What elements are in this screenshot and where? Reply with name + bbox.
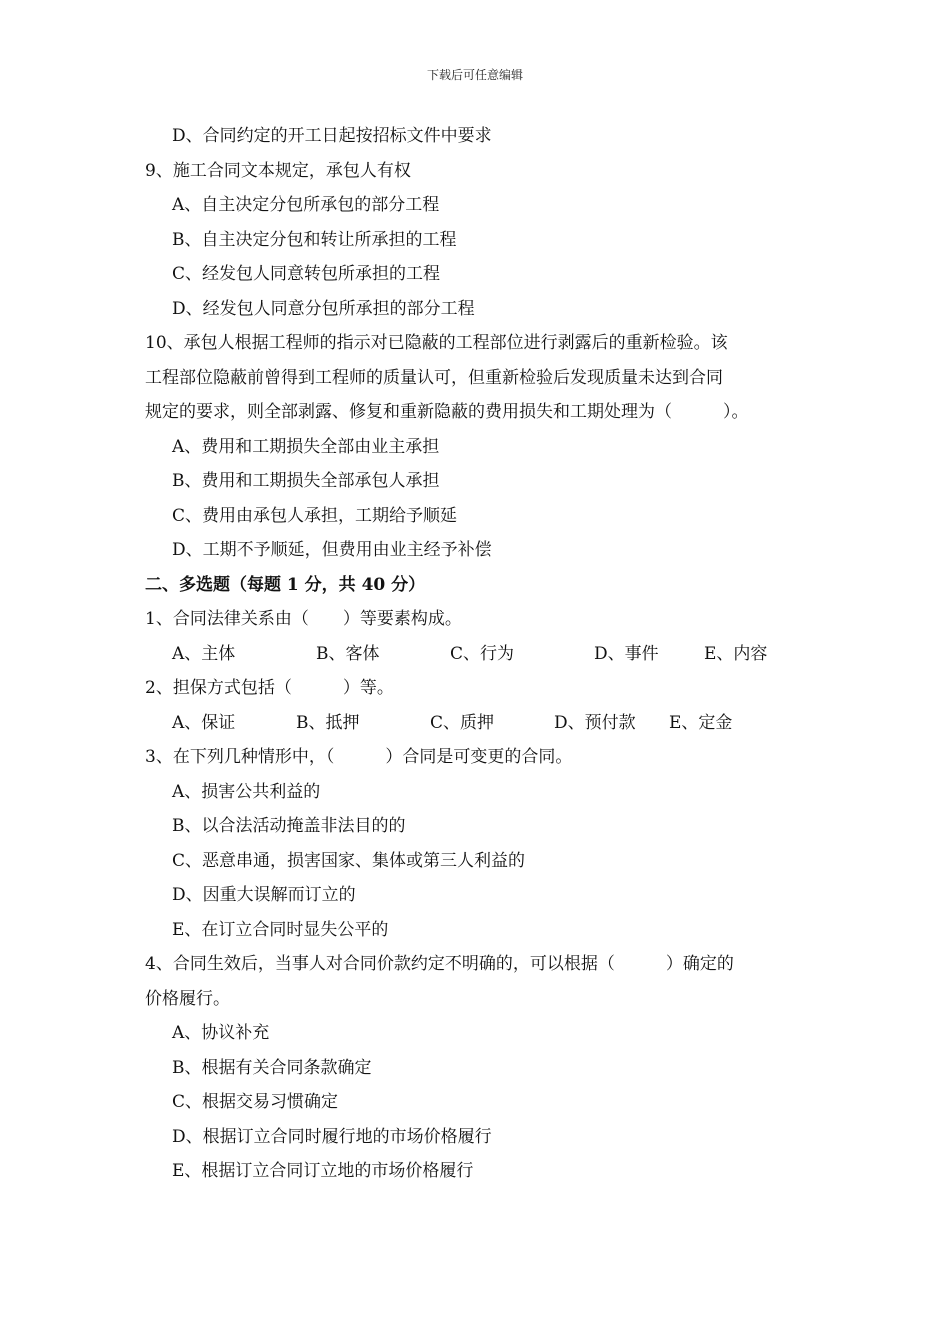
q10-option-b: B、费用和工期损失全部承包人承担: [172, 471, 440, 491]
q10-option-a: A、费用和工期损失全部由业主承担: [172, 436, 440, 457]
m4-option-e: E、根据订立合同订立地的市场价格履行: [172, 1161, 474, 1181]
q10-option-c: C、费用由承包人承担，工期给予顺延: [172, 505, 458, 526]
m4-question-line2: 价格履行。: [145, 988, 230, 1009]
q10-question-line3: 规定的要求，则全部剥露、修复和重新隐蔽的费用损失和工期处理为（ ）。: [145, 402, 749, 422]
m2-option-d: D、预付款: [554, 712, 636, 733]
m1-question: 1、合同法律关系由（ ）等要素构成。: [145, 609, 462, 629]
q8-option-d: D、合同约定的开工日起按招标文件中要求: [172, 126, 492, 146]
m4-option-c: C、根据交易习惯确定: [172, 1092, 339, 1112]
m4-option-d: D、根据订立合同时履行地的市场价格履行: [172, 1126, 492, 1147]
m1-option-d: D、事件: [594, 643, 659, 664]
section-heading: 二、多选题（每题 1 分，共 40 分）: [145, 574, 426, 595]
m2-option-a: A、保证: [172, 712, 236, 733]
m2-option-b: B、抵押: [296, 712, 360, 733]
m2-question: 2、担保方式包括（ ）等。: [145, 678, 394, 698]
m1-options: [145, 637, 825, 672]
m1-option-a: A、主体: [172, 643, 236, 664]
m1-option-c: C、行为: [450, 643, 515, 664]
page-header: 下载后可任意编辑: [426, 68, 523, 82]
q9-option-d: D、经发包人同意分包所承担的部分工程: [172, 298, 475, 319]
m2-option-e: E、定金: [669, 712, 733, 733]
q9-option-a: A、自主决定分包所承包的部分工程: [172, 195, 440, 215]
m4-option-a: A、协议补充: [172, 1023, 270, 1043]
q10-option-d: D、工期不予顺延，但费用由业主经予补偿: [172, 540, 492, 560]
m3-option-e: E、在订立合同时显失公平的: [172, 919, 389, 940]
m2-option-c: C、质押: [430, 712, 495, 733]
m3-option-b: B、以合法活动掩盖非法目的的: [172, 816, 406, 836]
m4-question-line1: 4、合同生效后，当事人对合同价款约定不明确的，可以根据（ ）确定的: [145, 954, 734, 974]
document-body: [145, 119, 825, 1189]
q9-question: 9、施工合同文本规定，承包人有权: [145, 160, 411, 181]
q10-question-line1: 10、承包人根据工程师的指示对已隐蔽的工程部位进行剥露后的重新检验。该: [145, 333, 728, 353]
m3-option-c: C、恶意串通，损害国家、集体或第三人利益的: [172, 850, 526, 871]
m1-option-e: E、内容: [704, 643, 768, 664]
m3-option-d: D、因重大误解而订立的: [172, 885, 356, 905]
q10-question-line2: 工程部位隐蔽前曾得到工程师的质量认可，但重新检验后发现质量未达到合同: [145, 367, 723, 388]
m1-option-b: B、客体: [316, 643, 380, 664]
q9-option-c: C、经发包人同意转包所承担的工程: [172, 264, 441, 284]
m3-question: 3、在下列几种情形中，（ ）合同是可变更的合同。: [145, 747, 573, 767]
m2-options: [145, 706, 825, 741]
m4-option-b: B、根据有关合同条款确定: [172, 1057, 372, 1078]
q9-option-b: B、自主决定分包和转让所承担的工程: [172, 229, 457, 250]
m3-option-a: A、损害公共利益的: [172, 781, 321, 802]
